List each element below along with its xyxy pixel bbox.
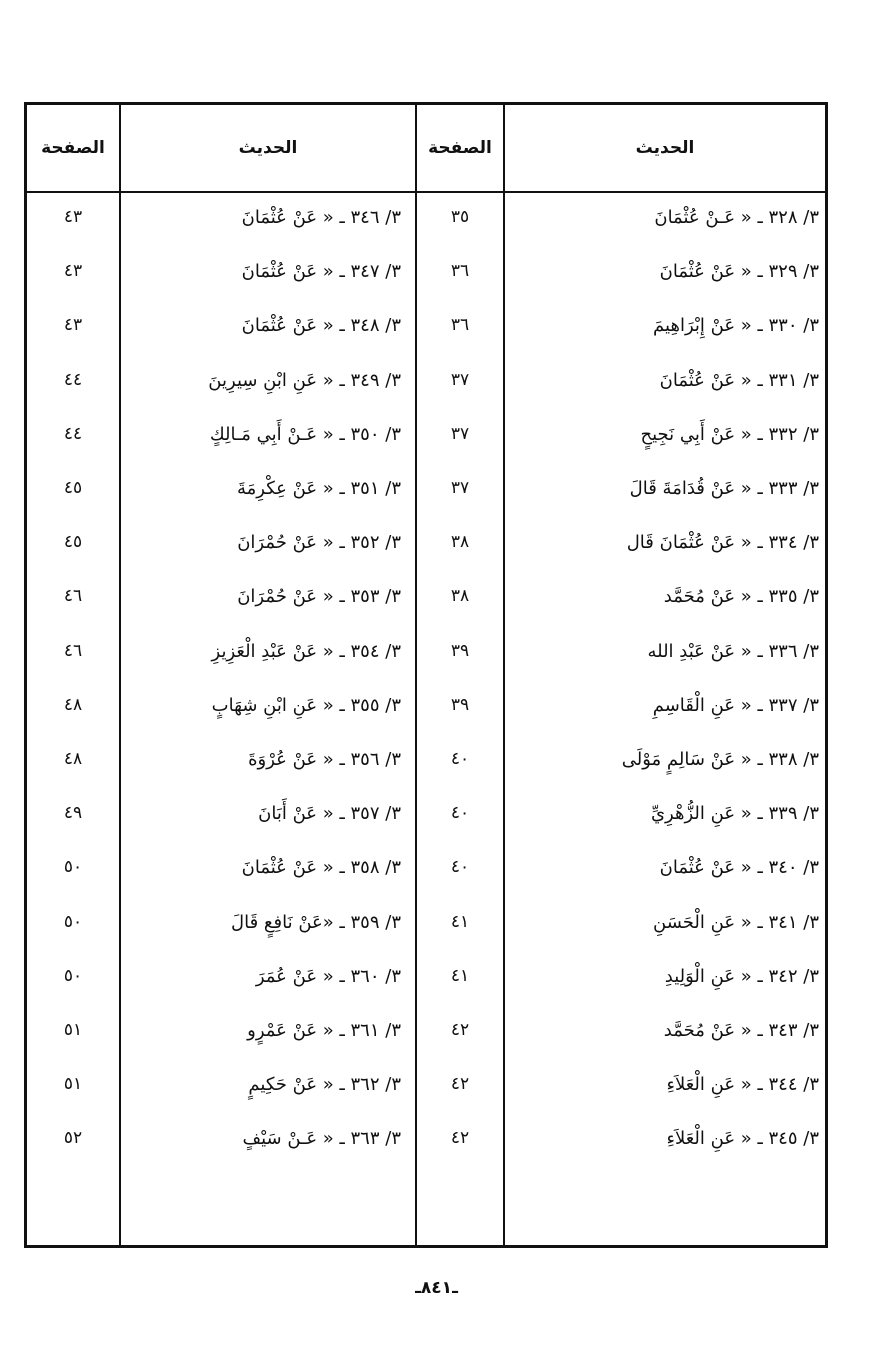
right-page-cell: ٣٩ — [450, 694, 470, 715]
right-page-cell: ٣٨ — [450, 532, 470, 553]
right-page-cell: ٣٦ — [450, 315, 470, 336]
left-hadith-cell: ٣/ ٣٥٩ ـ «عَنْ نَافِعٍ قَالَ — [231, 911, 401, 933]
left-page-header: الصفحة — [27, 105, 119, 193]
left-hadith-cell: ٣/ ٣٤٧ ـ « عَنْ عُثْمَانَ — [241, 261, 401, 283]
right-page-cell: ٣٦ — [450, 261, 470, 282]
left-page-cell: ٤٥ — [63, 532, 83, 553]
left-hadith-cell: ٣/ ٣٤٦ ـ « عَنْ عُثْمَانَ — [241, 207, 401, 228]
right-page-column — [415, 105, 503, 1245]
left-hadith-cell: ٣/ ٣٥٦ ـ « عَنْ عُرْوَةَ — [248, 749, 401, 770]
right-page-cell: ٤٢ — [450, 1128, 470, 1149]
left-page-cell: ٤٩ — [63, 803, 83, 824]
left-page-cell: ٤٨ — [63, 694, 83, 715]
left-page-cell: ٤٣ — [63, 261, 83, 282]
left-page-cell: ٤٤ — [63, 369, 83, 390]
right-page-cell: ٤٢ — [450, 1020, 470, 1040]
right-page-cell: ٤٢ — [450, 1074, 470, 1095]
left-page-cell: ٤٥ — [63, 478, 83, 498]
right-page-cell: ٣٧ — [450, 423, 470, 444]
left-hadith-column — [119, 105, 415, 1245]
left-hadith-cell: ٣/ ٣٥٥ ـ « عَنِ ابْنِ شِهَابٍ — [211, 694, 401, 716]
right-hadith-cell: ٣/ ٣٣١ ـ « عَنْ عُثْمَانَ — [659, 369, 819, 391]
left-page-cell: ٥٠ — [63, 911, 83, 932]
left-page-cell: ٥٠ — [63, 965, 83, 986]
right-hadith-cell: ٣/ ٣٣٠ ـ « عَنْ إِبْرَاهِيمَ — [653, 315, 819, 337]
left-hadith-cell: ٣/ ٣٥٧ ـ « عَنْ أَبَانَ — [258, 803, 401, 825]
left-page-cell: ٤٨ — [63, 749, 83, 769]
right-hadith-cell: ٣/ ٣٤٠ ـ « عَنْ عُثْمَانَ — [659, 857, 819, 879]
right-page-cell: ٣٩ — [450, 640, 470, 661]
hadith-index-table — [24, 102, 828, 1248]
right-hadith-cell: ٣/ ٣٤٢ ـ « عَنِ الْوَلِيدِ — [664, 965, 819, 987]
left-hadith-header: الحديث — [121, 105, 415, 193]
right-hadith-cell: ٣/ ٣٤١ ـ « عَنِ الْحَسَنِ — [653, 911, 819, 933]
right-hadith-column — [503, 105, 825, 1245]
right-hadith-header: الحديث — [505, 105, 825, 193]
right-page-cell: ٣٨ — [450, 586, 470, 607]
left-page-cell: ٤٣ — [63, 315, 83, 336]
right-page-cell: ٣٧ — [450, 478, 470, 498]
right-hadith-cell: ٣/ ٣٣٢ ـ « عَنْ أَبِي نَجِيحٍ — [640, 423, 819, 445]
right-page-cell: ٤١ — [450, 965, 470, 986]
right-page-cell: ٤١ — [450, 911, 470, 932]
left-hadith-cell: ٣/ ٣٦١ ـ « عَنْ عَمْرٍو — [247, 1020, 401, 1041]
left-page-cell: ٤٤ — [63, 423, 83, 444]
page-number: ـ٨٤١ـ — [415, 1278, 458, 1298]
right-hadith-cell: ٣/ ٣٣٤ ـ « عَنْ عُثْمَانَ قَال — [626, 532, 819, 554]
right-page-cell: ٣٧ — [450, 369, 470, 390]
left-hadith-cell: ٣/ ٣٥٢ ـ « عَنْ حُمْرَانَ — [237, 532, 401, 554]
left-hadith-cell: ٣/ ٣٤٨ ـ « عَنْ عُثْمَانَ — [241, 315, 401, 337]
right-page-header: الصفحة — [417, 105, 503, 193]
right-page-cell: ٤٠ — [450, 803, 470, 824]
right-hadith-cell: ٣/ ٣٤٣ ـ « عَنْ مُحَمَّد — [663, 1020, 819, 1041]
left-page-cell: ٥١ — [63, 1020, 83, 1040]
left-page-cell: ٤٣ — [63, 207, 83, 227]
left-hadith-cell: ٣/ ٣٥١ ـ « عَنْ عِكْرِمَةَ — [236, 478, 401, 499]
left-page-cell: ٤٦ — [63, 640, 83, 661]
right-hadith-cell: ٣/ ٣٣٥ ـ « عَنْ مُحَمَّد — [663, 586, 819, 608]
left-page-cell: ٥٢ — [63, 1128, 83, 1149]
left-page-column — [27, 105, 119, 1245]
left-hadith-cell: ٣/ ٣٥٣ ـ « عَنْ حُمْرَانَ — [237, 586, 401, 608]
left-hadith-cell: ٣/ ٣٦٠ ـ « عَنْ عُمَرَ — [255, 965, 401, 987]
right-hadith-cell: ٣/ ٣٤٥ ـ « عَنِ الْعَلاَءِ — [666, 1128, 819, 1150]
right-hadith-cell: ٣/ ٣٤٤ ـ « عَنِ الْعَلاَءِ — [666, 1074, 819, 1096]
left-hadith-cell: ٣/ ٣٦٢ ـ « عَنْ حَكِيمٍ — [248, 1074, 401, 1096]
right-hadith-cell: ٣/ ٣٣٩ ـ « عَنِ الزُّهْرِيِّ — [650, 803, 819, 825]
right-hadith-cell: ٣/ ٣٣٧ ـ « عَنِ الْقَاسِمِ — [652, 694, 819, 716]
left-hadith-cell: ٣/ ٣٥٨ ـ « عَنْ عُثْمَانَ — [241, 857, 401, 879]
right-hadith-cell: ٣/ ٣٣٨ ـ « عَنْ سَالِمٍ مَوْلَى — [621, 749, 819, 770]
left-page-cell: ٥٠ — [63, 857, 83, 878]
right-hadith-cell: ٣/ ٣٢٩ ـ « عَنْ عُثْمَانَ — [659, 261, 819, 283]
right-page-cell: ٤٠ — [450, 857, 470, 878]
right-page-cell: ٣٥ — [450, 207, 470, 227]
right-hadith-cell: ٣/ ٣٣٣ ـ « عَنْ قُدَامَةَ قَالَ — [629, 478, 819, 499]
right-hadith-cell: ٣/ ٣٢٨ ـ « عَـنْ عُثْمَانَ — [654, 207, 819, 228]
left-page-cell: ٤٦ — [63, 586, 83, 607]
left-hadith-cell: ٣/ ٣٥٤ ـ « عَنْ عَبْدِ الْعَزِيزِ — [211, 640, 401, 662]
left-page-cell: ٥١ — [63, 1074, 83, 1095]
right-page-cell: ٤٠ — [450, 749, 470, 769]
left-hadith-cell: ٣/ ٣٦٣ ـ « عَـنْ سَيْفٍ — [242, 1128, 401, 1150]
right-hadith-cell: ٣/ ٣٣٦ ـ « عَنْ عَبْدِ الله — [647, 640, 819, 662]
left-hadith-cell: ٣/ ٣٤٩ ـ « عَنِ ابْنِ سِيرِينَ — [208, 369, 401, 391]
left-hadith-cell: ٣/ ٣٥٠ ـ « عَـنْ أَبِي مَـالِكٍ — [209, 423, 401, 445]
